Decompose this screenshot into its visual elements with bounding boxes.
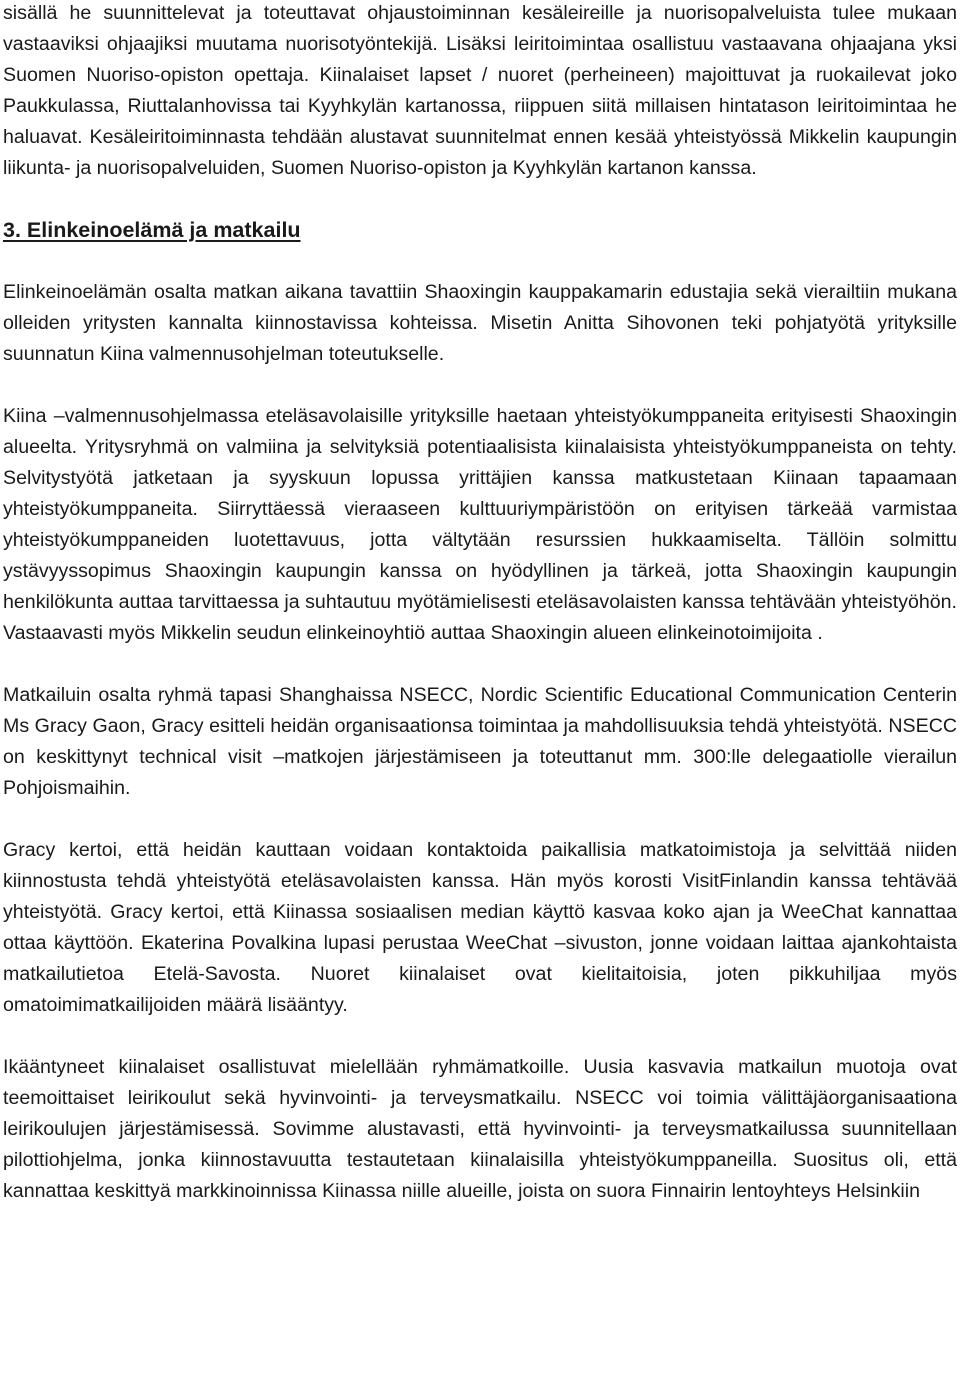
section-heading: 3. Elinkeinoelämä ja matkailu (3, 218, 301, 242)
paragraph-elderly-travel: Ikääntyneet kiinalaiset osallistuvat mielellään ryhmämatkoille. Uusia kasvavia matkailun muotoja ovat teemoittaiset leirikoulut sekä hyvinvointi- ja terveysmatkailu. NSECC voi toimia välittäjäorganisaationa leirikoulujen järjestämisessä. Sovimme alustavasti, että hyvinvointi- ja terveysmatkailussa suunnitellaan pilottiohjelma, jonka kiinnostavuutta testautetaan kiinalaisilla yhteistyökumppaneilla. Suositus oli, että kannattaa keskittyä markkinoinnissa Kiinassa niille alueille, joista on suora Finnairin lentoyhteys Helsinkiin (3, 1056, 957, 1202)
paragraph-tourism-nsecc: Matkailuin osalta ryhmä tapasi Shanghaissa NSECC, Nordic Scientific Educational Communication Centerin Ms Gracy Gaon, Gracy esitteli heidän organisaationsa toimintaa ja mahdollisuuksia tehdä yhteistyötä. NSECC on keskittynyt technical visit –matkojen järjestämiseen ja toteuttanut mm. 300:lle delegaatiolle vierailun Pohjoismaihin. (3, 684, 957, 799)
intro-paragraph: sisällä he suunnittelevat ja toteuttavat ohjaustoiminnan kesäleireille ja nuorisopalveluista tulee mukaan vastaaviksi ohjaajiksi muutama nuorisotyöntekijä. Lisäksi leiritoimintaa osallistuu vastaavana ohjaajana yksi Suomen Nuoriso-opiston opettaja. Kiinalaiset lapset / nuoret (perheineen) majoittuvat ja ruokailevat joko Paukkulassa, Riuttalanhovissa tai Kyyhkylän kartanossa, riippuen siitä millaisen hintatason leiritoimintaa he haluavat. Kesäleiritoiminnasta tehdään alustavat suunnitelmat ennen kesää yhteistyössä Mikkelin kaupungin liikunta- ja nuorisopalveluiden, Suomen Nuoriso-opiston ja Kyyhkylän kartanon kanssa. (3, 2, 957, 179)
paragraph-business: Elinkeinoelämän osalta matkan aikana tavattiin Shaoxingin kauppakamarin edustajia sekä vierailtiin mukana olleiden yritysten kannalta kiinnostavissa kohteissa. Misetin Anitta Sihovonen teki pohjatyötä yrityksille suunnatun Kiina valmennusohjelman toteutukselle. (3, 281, 957, 365)
paragraph-training-program: Kiina –valmennusohjelmassa eteläsavolaisille yrityksille haetaan yhteistyökumppaneita erityisesti Shaoxingin alueelta. Yritysryhmä on valmiina ja selvityksiä potentiaalisista kiinalaisista yhteistyökumppaneista on tehty. Selvitystyötä jatketaan ja syyskuun lopussa yrittäjien kanssa matkustetaan Kiinaan tapaamaan yhteistyökumppaneita. Siirryttäessä vieraaseen kulttuuriympäristöön on erityisen tärkeää varmistaa yhteistyökumppaneiden luotettavuus, jotta vältytään resurssien hukkaamiselta. Tällöin solmittu ystävyyssopimus Shaoxingin kaupungin kanssa on hyödyllinen ja tärkeä, jotta Shaoxingin kaupungin henkilökunta auttaa tarvittaessa ja suhtautuu myötämielisesti eteläsavolaisten kanssa tehtävään yhteistyöhön. Vastaavasti myös Mikkelin seudun elinkeinoyhtiö auttaa Shaoxingin alueen elinkeinotoimijoita . (3, 405, 957, 644)
document-page (3, 0, 957, 1207)
paragraph-gracy: Gracy kertoi, että heidän kauttaan voidaan kontaktoida paikallisia matkatoimistoja ja selvittää niiden kiinnostusta tehdä yhteistyötä eteläsavolaisten kanssa. Hän myös korosti VisitFinlandin kanssa tehtävää yhteistyötä. Gracy kertoi, että Kiinassa sosiaalisen median käyttö kasvaa koko ajan ja WeeChat kannattaa ottaa käyttöön. Ekaterina Povalkina lupasi perustaa WeeChat –sivuston, jonne voidaan laittaa ajankohtaista matkailutietoa Etelä-Savosta. Nuoret kiinalaiset ovat kielitaitoisia, joten pikkuhiljaa myös omatoimimatkailijoiden määrä lisääntyy. (3, 839, 957, 1016)
